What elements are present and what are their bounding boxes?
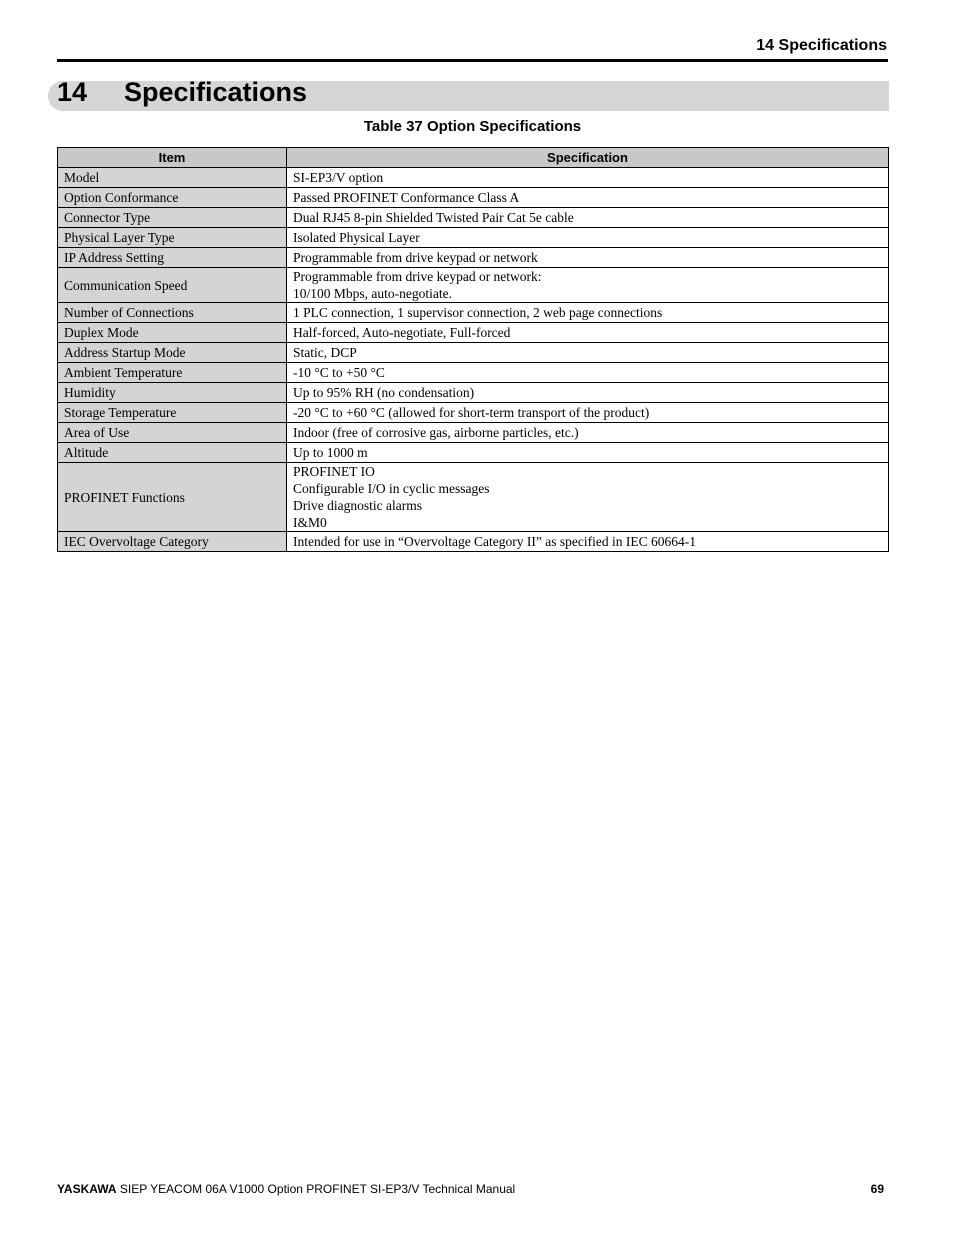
row-item-label: Option Conformance: [58, 188, 287, 208]
row-item-label: Altitude: [58, 443, 287, 463]
table-row: [58, 463, 889, 532]
row-item-label: Storage Temperature: [58, 403, 287, 423]
table-row: [58, 403, 889, 423]
footer-title-text: SIEP YEACOM 06A V1000 Option PROFINET SI-EP3/V Technical Manual: [116, 1182, 516, 1196]
specification-line: Passed PROFINET Conformance Class A: [293, 190, 520, 205]
row-item-label: Connector Type: [58, 208, 287, 228]
row-specification: [287, 403, 889, 423]
section-number: 14: [57, 77, 88, 107]
table-row: [58, 323, 889, 343]
row-specification: [287, 228, 889, 248]
row-specification: [287, 168, 889, 188]
section-heading: [57, 75, 307, 109]
row-item-label: Address Startup Mode: [58, 343, 287, 363]
column-header-specification: Specification: [287, 148, 889, 168]
row-item-label: Ambient Temperature: [58, 363, 287, 383]
row-item-label: Duplex Mode: [58, 323, 287, 343]
row-item-label: IEC Overvoltage Category: [58, 532, 287, 552]
table-row: [58, 248, 889, 268]
page-number: 69: [870, 1182, 884, 1196]
row-item-label: IP Address Setting: [58, 248, 287, 268]
specification-line: Dual RJ45 8-pin Shielded Twisted Pair Cat 5e cable: [293, 210, 574, 225]
specification-line: Programmable from drive keypad or network: [293, 250, 538, 265]
row-specification: [287, 303, 889, 323]
row-item-label: PROFINET Functions: [58, 463, 287, 532]
table-row: [58, 268, 889, 303]
specification-line: Up to 1000 m: [293, 445, 368, 460]
specification-line: Indoor (free of corrosive gas, airborne particles, etc.): [293, 425, 579, 440]
row-specification: [287, 208, 889, 228]
table-row: [58, 303, 889, 323]
running-header: 14 Specifications: [756, 37, 887, 54]
specification-line: Static, DCP: [293, 345, 357, 360]
table-row: [58, 363, 889, 383]
row-specification: [287, 423, 889, 443]
row-specification: [287, 323, 889, 343]
footer-brand: YASKAWA: [57, 1182, 117, 1196]
header-rule: [57, 59, 888, 62]
section-title: Specifications: [124, 77, 308, 107]
table-row: [58, 383, 889, 403]
footer-document-title: [57, 1182, 515, 1196]
row-specification: [287, 188, 889, 208]
table-header-row: [58, 148, 889, 168]
row-specification: [287, 443, 889, 463]
row-specification: [287, 383, 889, 403]
table-body: [58, 168, 889, 552]
specification-line: Up to 95% RH (no condensation): [293, 385, 475, 400]
specification-line: 1 PLC connection, 1 supervisor connection, 2 web page connections: [293, 305, 663, 320]
table-row: [58, 168, 889, 188]
row-item-label: Communication Speed: [58, 268, 287, 303]
table-row: [58, 423, 889, 443]
table-row: [58, 443, 889, 463]
row-item-label: Area of Use: [58, 423, 287, 443]
table-row: [58, 228, 889, 248]
specification-line: Configurable I/O in cyclic messages: [293, 481, 490, 496]
option-specifications-table: [57, 147, 889, 552]
row-item-label: Humidity: [58, 383, 287, 403]
specification-line: Drive diagnostic alarms: [293, 498, 422, 513]
row-specification: [287, 343, 889, 363]
table-row: [58, 343, 889, 363]
row-item-label: Physical Layer Type: [58, 228, 287, 248]
row-item-label: Model: [58, 168, 287, 188]
table-caption: Table 37 Option Specifications: [363, 118, 582, 135]
table-row: [58, 208, 889, 228]
specification-line: PROFINET IO: [293, 464, 375, 479]
table-row: [58, 188, 889, 208]
specification-line: Intended for use in “Overvoltage Category II” as specified in IEC 60664-1: [293, 534, 696, 549]
row-specification: [287, 248, 889, 268]
row-specification: [287, 532, 889, 552]
specification-line: 10/100 Mbps, auto-negotiate.: [293, 286, 452, 301]
row-specification: [287, 463, 889, 532]
specification-line: Isolated Physical Layer: [293, 230, 420, 245]
specification-line: Half-forced, Auto-negotiate, Full-forced: [293, 325, 511, 340]
specification-line: -20 °C to +60 °C (allowed for short-term transport of the product): [293, 405, 650, 420]
row-specification: [287, 268, 889, 303]
specification-line: SI-EP3/V option: [293, 170, 384, 185]
row-item-label: Number of Connections: [58, 303, 287, 323]
table-row: [58, 532, 889, 552]
column-header-item: Item: [58, 148, 287, 168]
specification-line: -10 °C to +50 °C: [293, 365, 385, 380]
specification-line: Programmable from drive keypad or network:: [293, 269, 542, 284]
specification-line: I&M0: [293, 515, 327, 530]
row-specification: [287, 363, 889, 383]
